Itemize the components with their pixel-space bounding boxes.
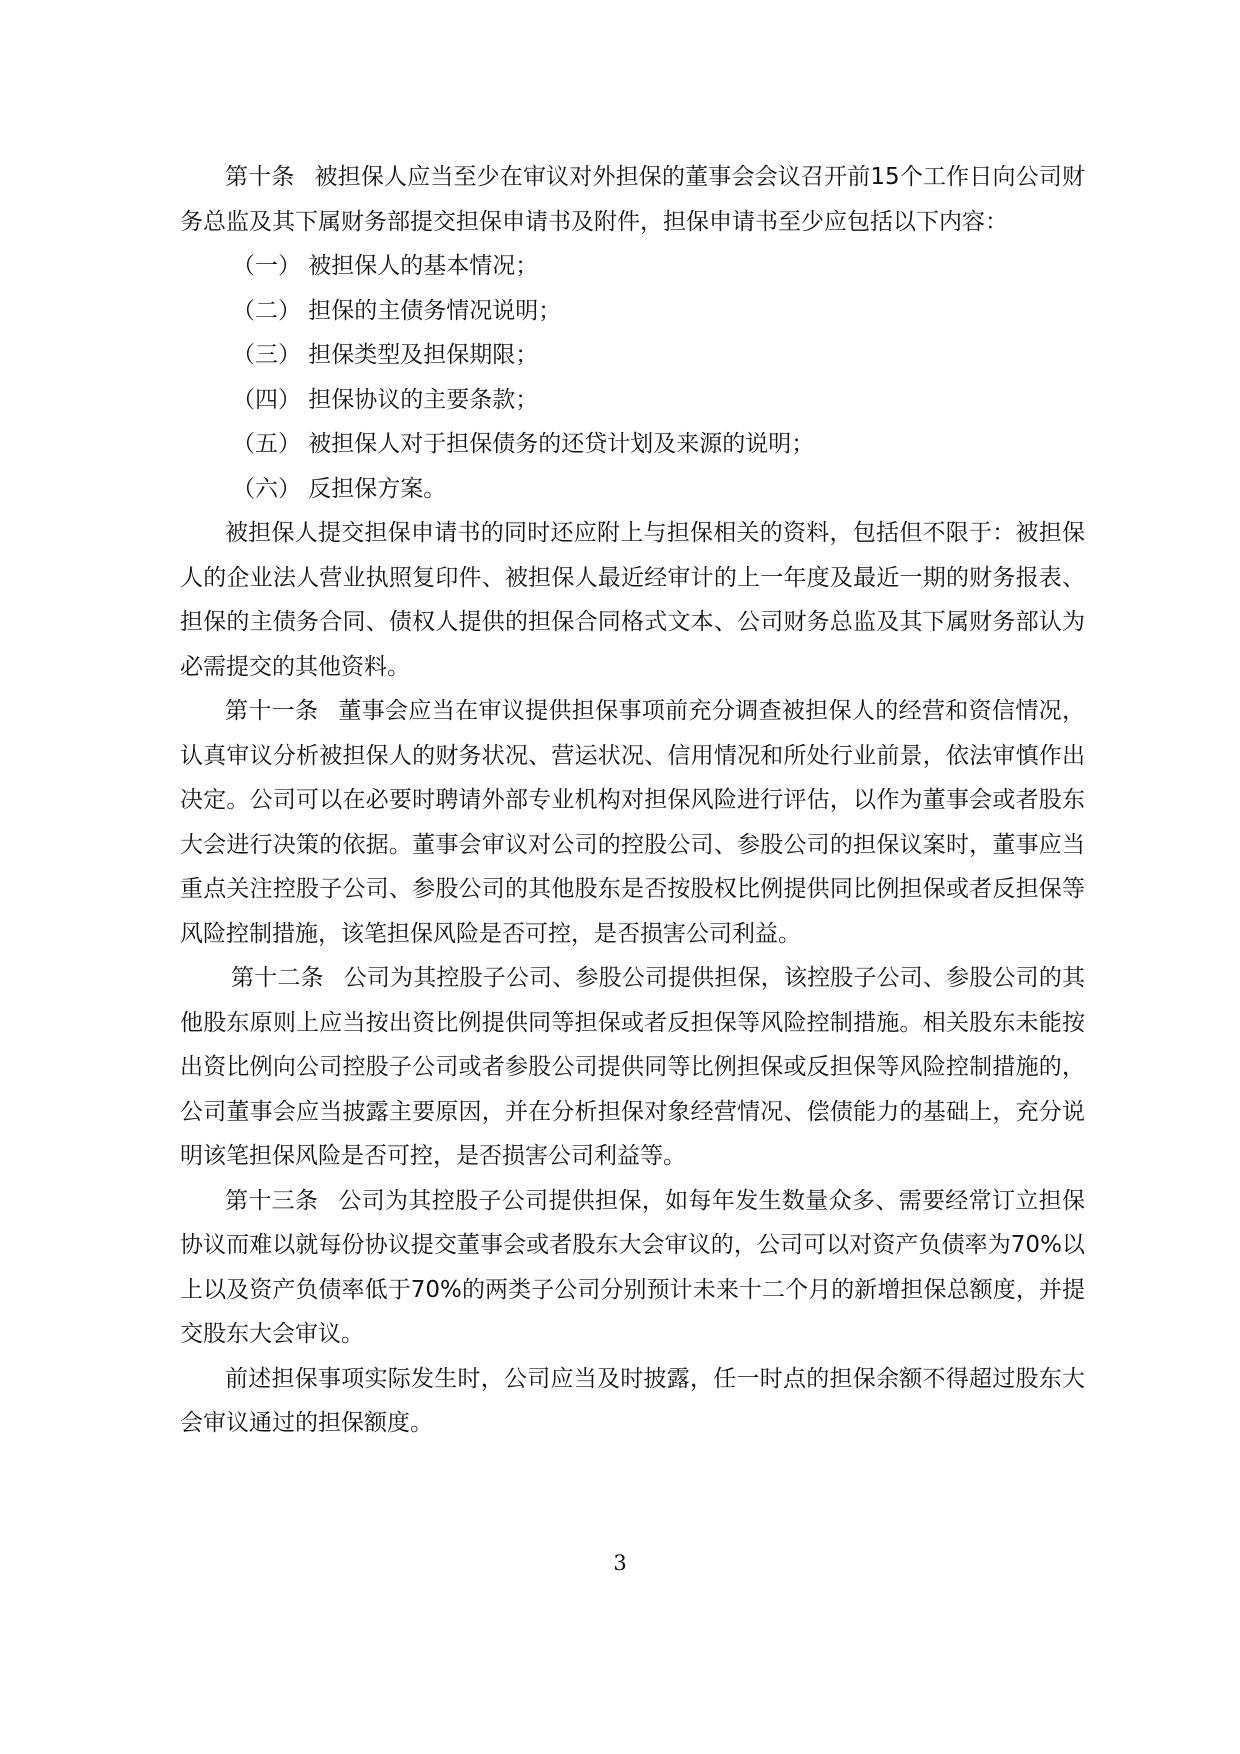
article-11-label: 第十一条 — [225, 698, 319, 724]
page-number: 3 — [613, 1551, 627, 1575]
document-body — [180, 155, 1085, 1446]
list-item: （一） 被担保人的基本情况； — [232, 253, 539, 279]
list-item: （四） 担保协议的主要条款； — [232, 386, 539, 413]
article-13-paragraph — [180, 1179, 1085, 1357]
list-item: （五） 被担保人对于担保债务的还贷计划及来源的说明； — [232, 431, 815, 457]
article-13-text: 公司为其控股子公司提供担保，如每年发生数量众多、需要经常订立担保协议而难以就每份协议提交董事会或者股东大会审议的，公司可以对资产负债率为70%以上以及资产负债率低于70%的两类子公司分别预计未来十二个月的新增担保总额度，并提交股东大会审议。 — [180, 1187, 1086, 1347]
article-10-label: 第十条 — [225, 164, 295, 190]
list-item: （二） 担保的主债务情况说明； — [232, 297, 562, 324]
article-10-item-list — [180, 244, 1085, 511]
article-13-label: 第十三条 — [225, 1187, 319, 1214]
article-12-text: 公司为其控股子公司、参股公司提供担保，该控股子公司、参股公司的其他股东原则上应当按出资比例提供同等担保或者反担保等风险控制措施。相关股东未能按出资比例向公司控股子公司或者参股公司提供同等比例担保或反担保等风险控制措施的，公司董事会应当披露主要原因，并在分析担保对象经营情况、偿债能力的基础上，充分说明该笔担保风险是否可控，是否损害公司利益等。 — [180, 965, 1086, 1169]
list-item: （六） 反担保方案。 — [232, 475, 447, 502]
article-11-paragraph — [180, 689, 1085, 956]
article-10-supplement: 被担保人提交担保申请书的同时还应附上与担保相关的资料，包括但不限于：被担保人的企业法人营业执照复印件、被担保人最近经审计的上一年度及最近一期的财务报表、担保的主债务合同、债权人提供的担保合同格式文本、公司财务总监及其下属财务部认为必需提交的其他资料。 — [180, 520, 1085, 680]
list-item: （三） 担保类型及担保期限； — [232, 342, 539, 368]
article-10-paragraph — [180, 155, 1085, 244]
article-10-text: 被担保人应当至少在审议对外担保的董事会会议召开前15个工作日向公司财务总监及其下属财务部提交担保申请书及附件，担保申请书至少应包括以下内容： — [180, 164, 1085, 235]
article-13-supplement: 前述担保事项实际发生时，公司应当及时披露，任一时点的担保余额不得超过股东大会审议通过的担保额度。 — [180, 1365, 1085, 1436]
article-12-paragraph — [180, 956, 1085, 1179]
article-12-label: 第十二条 — [231, 965, 324, 991]
article-11-text: 董事会应当在审议提供担保事项前充分调查被担保人的经营和资信情况，认真审议分析被担保人的财务状况、营运状况、信用情况和所处行业前景，依法审慎作出决定。公司可以在必要时聘请外部专业机构对担保风险进行评估，以作为董事会或者股东大会进行决策的依据。董事会审议对公司的控股公司、参股公司的担保议案时，董事应当重点关注控股子公司、参股公司的其他股东是否按股权比例提供同比例担保或者反担保等风险控制措施，该笔担保风险是否可控，是否损害公司利益。 — [180, 698, 1086, 947]
